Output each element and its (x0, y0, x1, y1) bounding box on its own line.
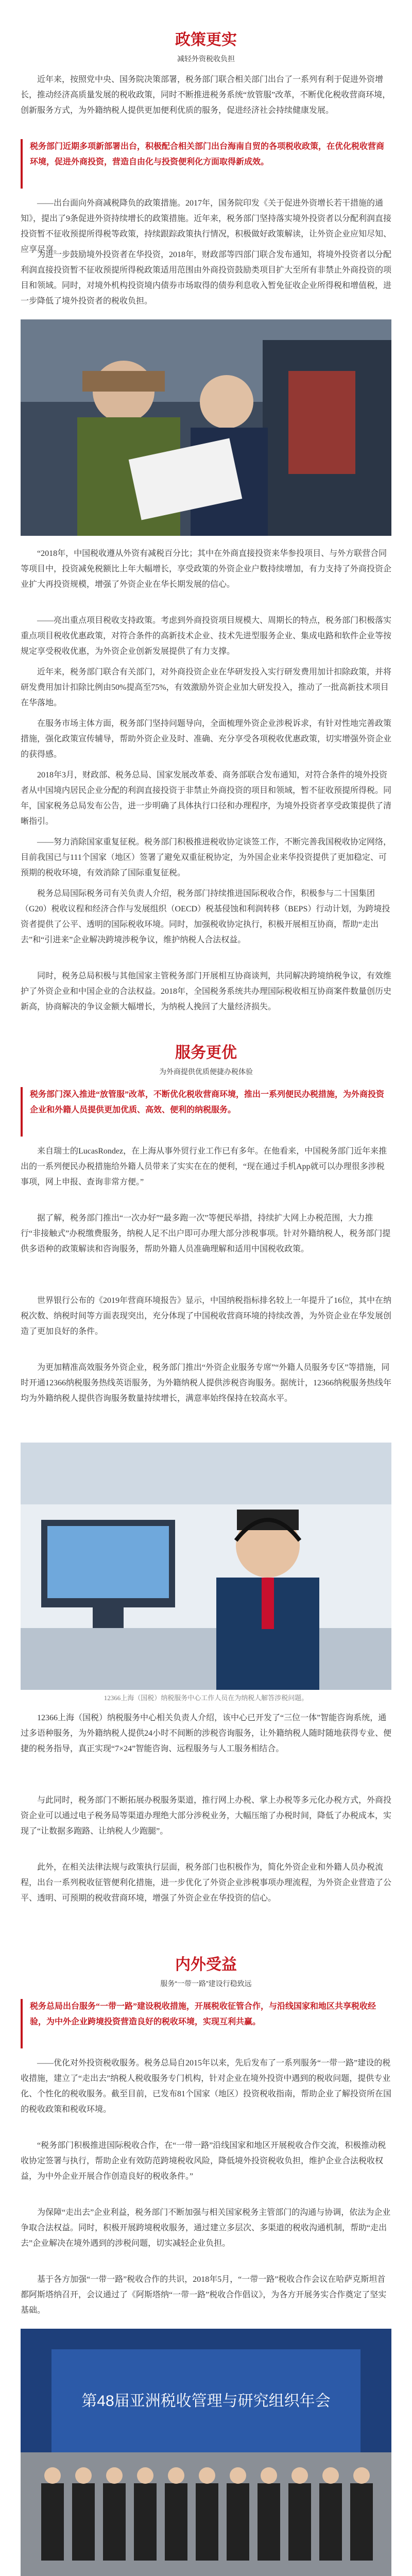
section-title: 服务更优 (175, 1044, 237, 1061)
section-summary: 税务部门深入推进“放管服”改革，不断优化税收营商环境，推出一系列便民办税措施，为外商投资企业和外籍人员提供更加优质、高效、便利的纳税服务。 (21, 1087, 391, 1137)
paragraph: ——亮出重点项目税收支持政策。考虑到外商投资项目规模大、周期长的特点，税务部门积极落实重点项目税收优惠政策，对符合条件的高新技术企业、技术先进型服务企业、集成电路和软件企业等按规定享受税收优惠，为外资企业创新发展提供了有力支撑。 (21, 616, 392, 656)
photo-illustration (21, 319, 391, 536)
paragraph: 12366上海（国税）纳税服务中心相关负责人介绍，该中心已开发了“三位一体”智能咨询系统，通过多语种服务，为外籍纳税人提供24小时不间断的涉税咨询服务，让外籍纳税人随时随地获得专业、便捷的税务指导，真正实现“7×24”智能咨询、远程服务与人工服务相结合。 (21, 1714, 392, 1753)
paragraph: 与此同时，税务部门不断拓展办税服务渠道，推行网上办税、掌上办税等多元化办税方式，外商投资企业可以通过电子税务局等渠道办理绝大部分涉税业务，大幅压缩了办税时间，降低了办税成本，实现了“让数据多跑路、让纳税人少跑腿”。 (21, 1796, 392, 1836)
photo-caption: 12366上海（国税）纳税服务中心工作人员在为纳税人解答涉税问题。 (104, 1694, 308, 1702)
paragraph: 为保障“走出去”企业利益，税务部门不断加强与相关国家税务主管部门的沟通与协调，依法为企业争取合法权益。同时，积极开展跨境税收服务，通过建立多层次、多渠道的税收沟通机制，帮助“走出去”企业解决在境外遇到的涉税问题，切实减轻企业负担。 (21, 2208, 391, 2248)
paragraph: ——努力消除国家重复征税。税务部门积极推进税收协定谈签工作，不断完善我国税收协定网络，目前我国已与111个国家（地区）签署了避免双重征税协定，为外国企业来华投资提供了更加稳定、可预期的税收环境，有效消除了国际重复征税。 (21, 838, 392, 877)
paragraph: 据了解，税务部门推出“一次办好”“最多跑一次”等便民举措，持续扩大网上办税范围，大力推行“非接触式”办税缴费服务，纳税人足不出户即可办理大部分涉税事项。针对外籍纳税人，税务部门提供多语种的政策解读和咨询服务，帮助外籍人员准确理解和适用中国税收政策。 (21, 1214, 391, 1253)
paragraph: “2018年，中国税收遵从外资有减税百分比；其中在外商直接投资来华参投项目、与外方联营合同等项目中，投资减免税额比上年大幅增长，享受政策的外资企业户数持续增加，有力支持了外商投资企业扩大再投资规模，增强了外资企业在华长期发展的信心。 (21, 549, 392, 589)
paragraph: 近年来，税务部门联合有关部门，对外商投资企业在华研发投入实行研发费用加计扣除政策，并将研发费用加计扣除比例由50%提高至75%，有效激励外资企业加大研发投入，推动了一批高新技术项目在华落地。 (21, 668, 392, 707)
photo-service-center (21, 1443, 391, 1690)
paragraph: ——优化对外投资税收服务。税务总局自2015年以来，先后发布了一系列服务“一带一路”建设的税收措施，建立了“走出去”纳税人税收服务专门机构，针对企业在境外投资中遇到的税收问题，提供专业化、个性化的税收服务。截至目前，已发布81个国家（地区）投资税收指南，帮助企业了解投资所在国的税收政策和税收环境。 (21, 2059, 392, 2114)
section-header-2 (0, 1036, 412, 1076)
paragraph: 在服务市场主体方面，税务部门坚持问题导向，全面梳理外资企业涉税诉求，有针对性地完善政策措施，强化政策宣传辅导，帮助外资企业及时、准确、充分享受各项税收优惠政策，切实增强外资企业的获得感。 (21, 719, 392, 759)
section-header-1 (0, 23, 412, 63)
photo-illustration (21, 1443, 391, 1690)
paragraph: 来自瑞士的LucasRondez，在上海从事外贸行业工作已有多年。在他看来，中国税务部门近年来推出的一系列便民办税措施给外籍人员带来了实实在在的便利，“现在通过手机App就可以办理很多涉税事项，网上申报、查询非常方便。” (21, 1147, 387, 1187)
paragraph: 同时，税务总局积极与其他国家主管税务部门开展相互协商谈判，共同解决跨境纳税争议，有效维护了外资企业和中国企业的合法权益。2018年，全国税务系统共办理国际税收相互协商案件数量创历史新高，协商解决的争议金额大幅增长，为纳税人挽回了大量经济损失。 (21, 972, 392, 1011)
paragraph: 2018年3月，财政部、税务总局、国家发展改革委、商务部联合发布通知，对符合条件的境外投资者从中国境内居民企业分配的利润直接投资于非禁止外商投资的项目和领域，暂不征收预提所得税。同年，国家税务总局发布公告，进一步明确了具体执行口径和办理程序，为境外投资者享受政策提供了清晰指引。 (21, 771, 392, 826)
section-subtitle: 服务“一带一路”建设行稳致远 (160, 1979, 252, 1988)
paragraph: 为进一步鼓励境外投资者在华投资，2018年，财政部等四部门联合发布通知，将境外投资者以分配利润直接投资暂不征收预提所得税政策适用范围由外商投资鼓励类项目扩大至所有非禁止外商投资的项目和领域。同时，对境外机构投资境内债券市场取得的债券利息收入暂免征收企业所得税和增值税，进一步降低了境外投资者的税收负担。 (21, 250, 392, 306)
section-header-3 (0, 1947, 412, 1988)
paragraph: 基于各方加强“一带一路”税收合作的共识，2018年5月，“一带一路”税收合作会议在哈萨克斯坦首都阿斯塔纳召开，会议通过了《阿斯塔纳“一带一路”税收合作倡议》，为各方开展务实合作奠定了坚实基础。 (21, 2275, 387, 2315)
photo-sgatar-meeting (21, 2329, 391, 2576)
section-summary: 税务部门近期多项新部署出台，积极配合相关部门出台海南自贸的各项税收政策，在优化税收营商环境，促进外商投资，营造自由化与投资便利化方面取得新成效。 (21, 139, 391, 189)
paragraph: 税务总局国际税务司有关负责人介绍，税务部门持续推进国际税收合作，积极参与二十国集团（G20）税收议程和经济合作与发展组织（OECD）税基侵蚀和利润转移（BEPS）行动计划，为跨境投资者提供了公平、透明的国际税收环境。同时，加强税收协定执行，积极开展相互协商，帮助“走出去”和“引进来”企业解决跨境涉税争议，维护纳税人合法权益。 (21, 889, 390, 944)
paragraph: 此外，在相关法律法规与政策执行层面，税务部门也积极作为，简化外资企业和外籍人员办税流程，出台一系列税收征管便利化措施，进一步优化了外资企业涉税事项办理流程，为外资企业营造了公平、透明、可预期的税收营商环境，增强了外资企业在华投资的信心。 (21, 1863, 392, 1903)
section-title: 政策更实 (175, 31, 237, 48)
photo-tax-consultation (21, 319, 391, 536)
paragraph: 世界银行公布的《2019年营商环境报告》显示，中国纳税指标排名较上一年提升了16位，其中在纳税次数、纳税时间等方面表现突出，充分体现了中国税收营商环境的持续改善，为外资企业在华发展创造了更加良好的条件。 (21, 1296, 392, 1336)
section-subtitle: 减轻外资税收负担 (177, 55, 235, 63)
paragraph: “税务部门积极推进国际税收合作，在“一带一路”沿线国家和地区开展税收合作交流，积极推动税收协定签署与执行，帮助企业有效防范跨境税收风险，降低境外投资税收负担，维护企业合法税收权益，为中外企业开展合作创造良好的税收条件。” (21, 2141, 386, 2181)
intro-paragraph: 近年来，按照党中央、国务院决策部署，税务部门联合相关部门出台了一系列有利于促进外资增长，推动经济高质量发展的税收政策，同时不断推进税务系统“放管服”改革，不断优化税收营商环境，创新服务方式，为外籍纳税人提供更加便利优质的服务，促进经济社会持续健康发展。 (21, 75, 391, 115)
paragraph: ——出台面向外商减税降负的政策措施。2017年，国务院印发《关于促进外资增长若干措施的通知》，提出了9条促进外资持续增长的政策措施。近年来，税务部门坚持落实境外投资者以分配利润直接投资暂不征收预提所得税等政策，持续跟踪政策执行情况，积极做好政策解读，让外资企业应知尽知、应享尽享。 (21, 199, 392, 254)
photo-illustration (21, 2329, 391, 2576)
paragraph: 为更加精准高效服务外资企业，税务部门推出“外资企业服务专席”“外籍人员服务专区”等措施，同时开通12366纳税服务热线英语服务，为外籍纳税人提供涉税咨询服务。据统计，12366纳税服务热线年均为外籍纳税人提供咨询服务数量持续增长，满意率始终保持在较高水平。 (21, 1363, 392, 1403)
section-summary: 税务总局出台服务“一带一路”建设税收措施，开展税收征管合作，与沿线国家和地区共享税收经验，为中外企业跨境投资营造良好的税收环境，实现互利共赢。 (21, 1999, 391, 2048)
section-title: 内外受益 (175, 1956, 237, 1973)
section-subtitle: 为外商提供优质便捷办税体验 (159, 1067, 253, 1076)
meeting-banner-text: 第48届亚洲税收管理与研究组织年会 (81, 2393, 331, 2410)
